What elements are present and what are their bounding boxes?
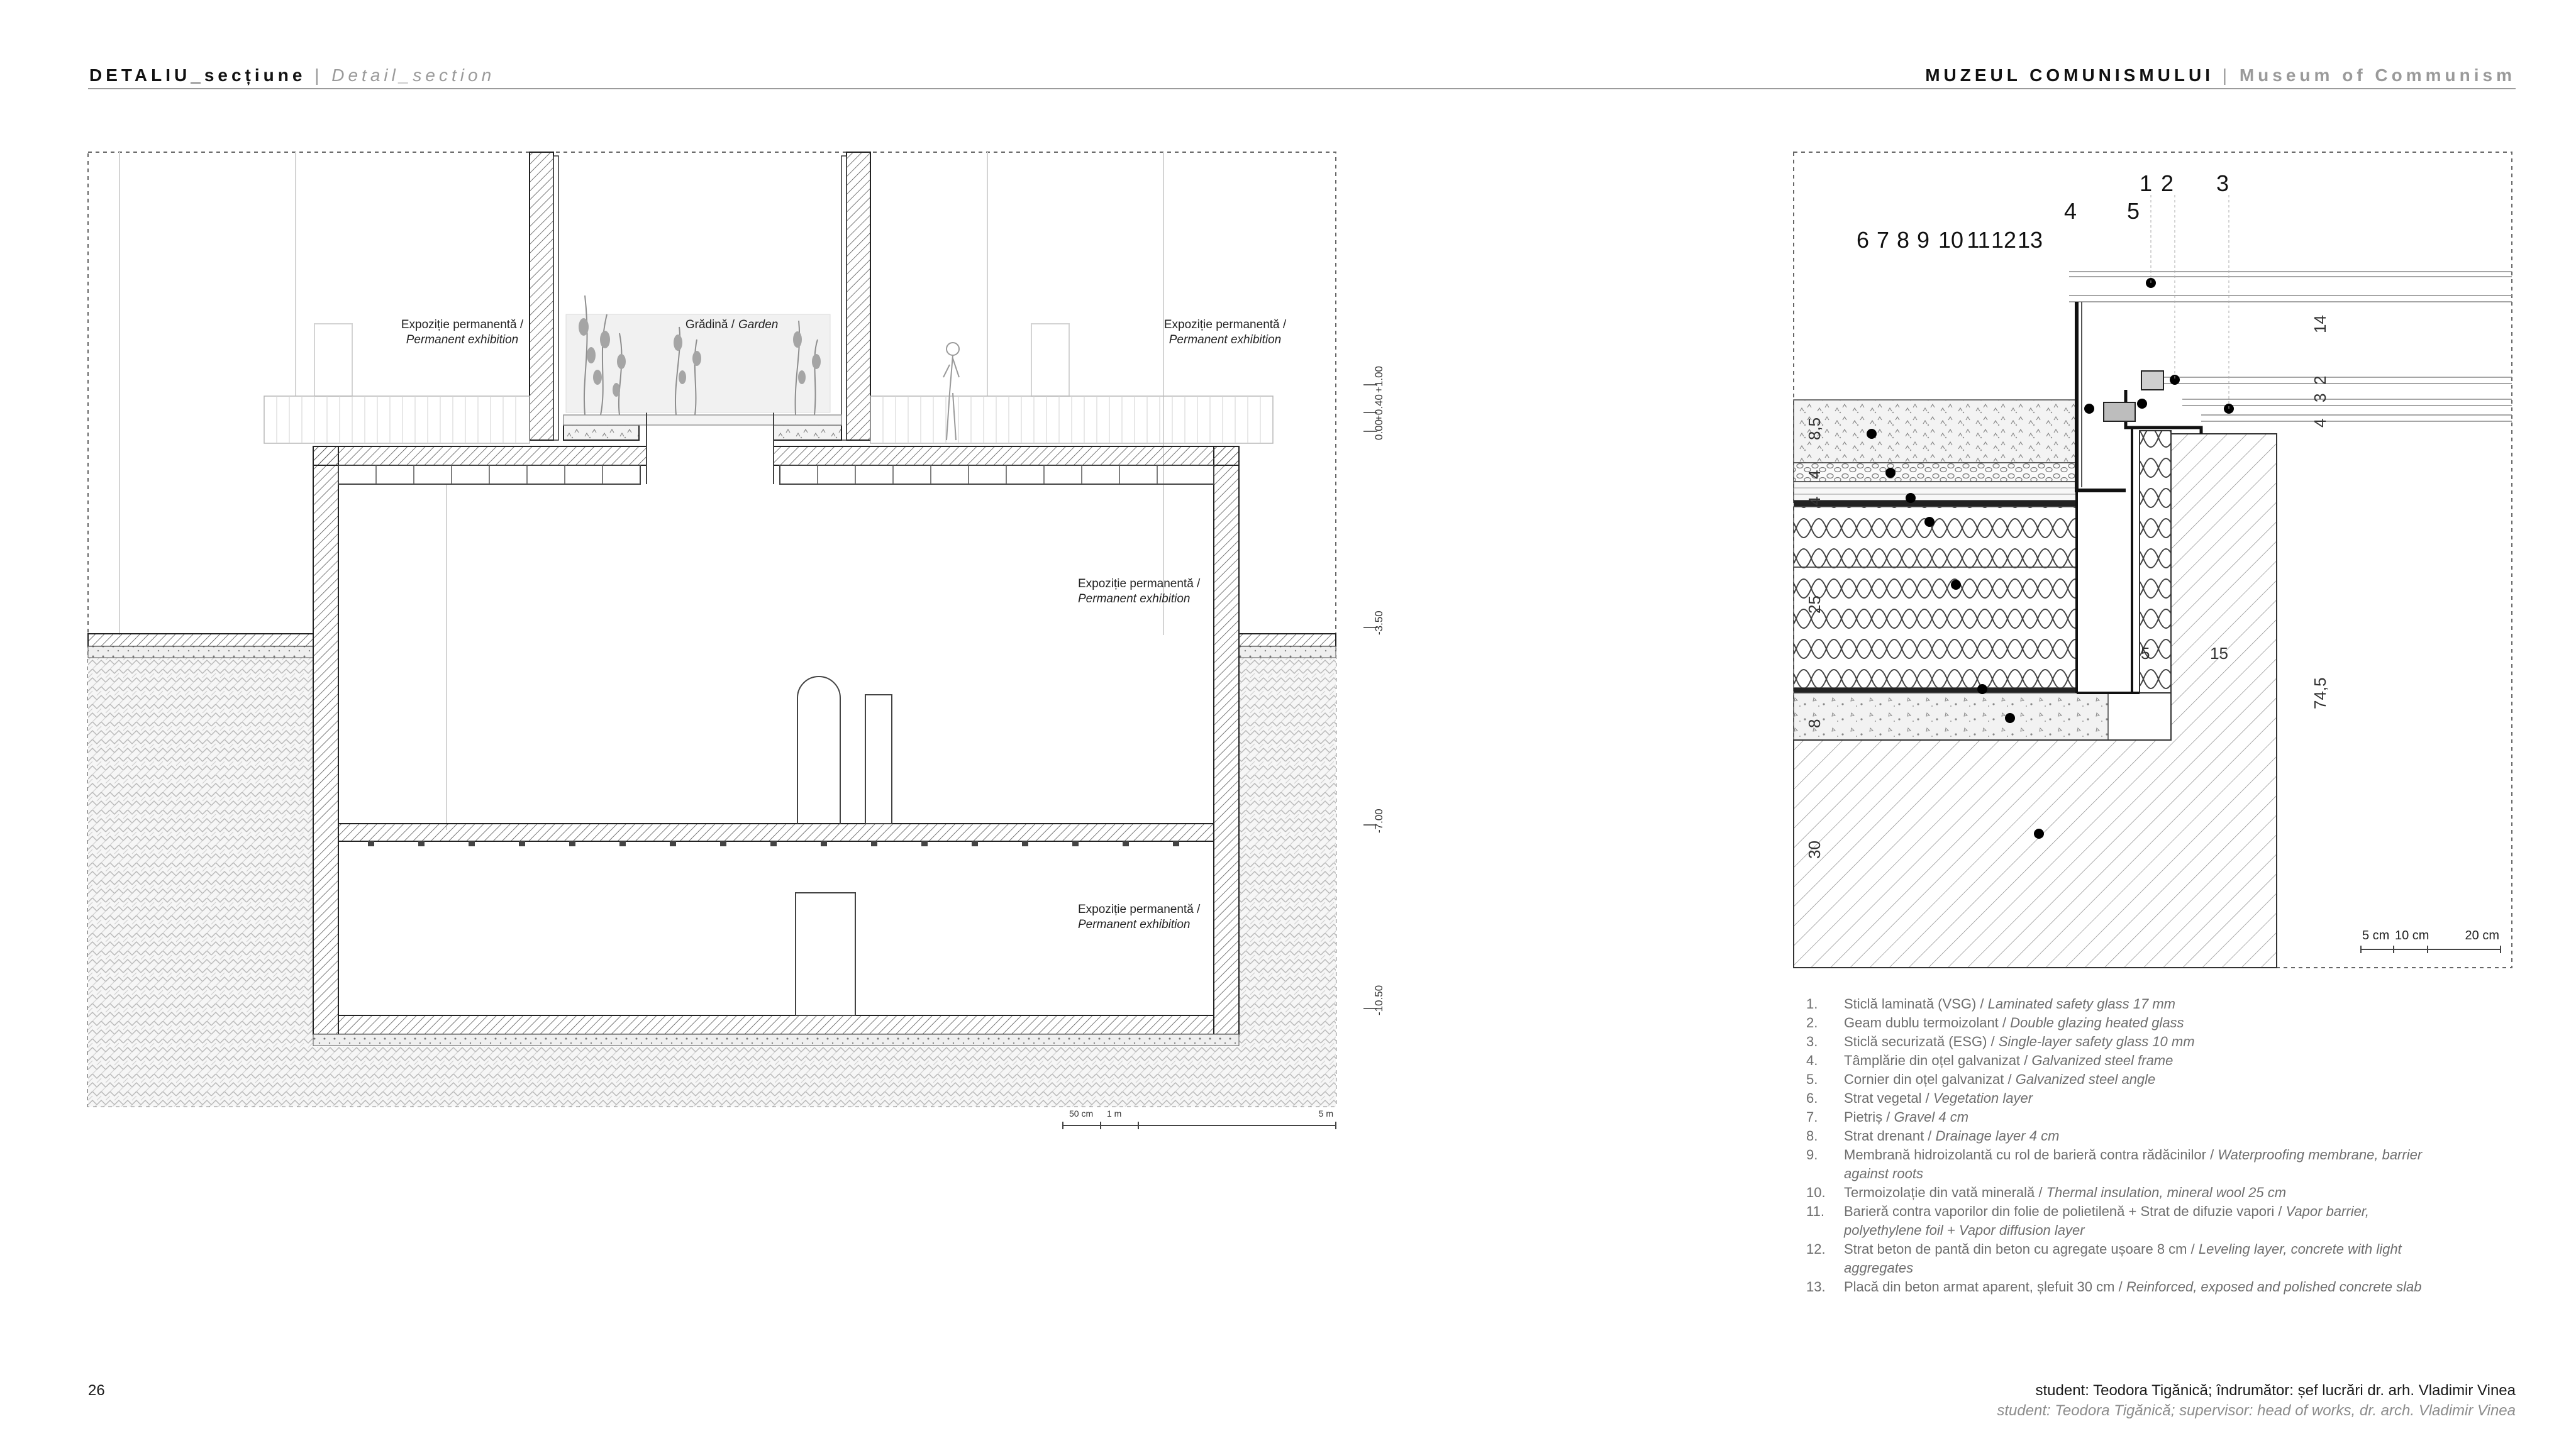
legend-text [1844, 1089, 2435, 1108]
legend-item [1806, 1108, 2435, 1127]
callout-number: 7 [1876, 227, 1890, 253]
callout-number: 1 [2139, 170, 2153, 196]
dimension-label: 8 [1805, 719, 1824, 728]
legend-text-en: Vapor barrier, polyethylene foil + Vapor diffusion layer [1844, 1203, 2370, 1238]
room-label: Expoziție permanentă / [1163, 318, 1287, 331]
legend-item [1806, 995, 2435, 1014]
callout-number: 13 [2017, 227, 2043, 253]
legend-text-en: Gravel 4 cm [1894, 1109, 1969, 1125]
dimension-label: 2 [2311, 375, 2329, 385]
credits-ro: student: Teodora Tigănică; îndrumător: șef lucrări dr. arh. Vladimir Vinea [2035, 1382, 2516, 1399]
building-section [88, 152, 1385, 1129]
detail-scale-bar [2361, 929, 2501, 953]
room-label: Expoziție permanentă / [1078, 903, 1201, 916]
legend-item [1806, 1089, 2435, 1108]
section-title: DETALIU_secțiune [89, 65, 306, 85]
legend-text [1844, 1240, 2435, 1278]
room-label-en: Permanent exhibition [1078, 592, 1191, 605]
legend-number: 2. [1806, 1015, 1818, 1031]
legend-text-en: Vegetation layer [1933, 1090, 2033, 1106]
materials-legend [1806, 995, 2435, 1296]
callout-number: 8 [1896, 227, 1910, 253]
legend-number: 8. [1806, 1128, 1818, 1144]
soil-bottom [313, 1047, 1239, 1107]
scale-label: 5 m [1318, 1108, 1333, 1119]
room-label: Expoziție permanentă / [1078, 577, 1201, 590]
base-slab [338, 1015, 1214, 1034]
dimension-label: 74,5 [2311, 677, 2329, 709]
callout-number: 11 [1967, 227, 1990, 253]
project-title: MUZEUL COMUNISMULUI [1925, 65, 2214, 85]
soil-left [88, 657, 313, 1107]
legend-text-ro: Pietriș / [1844, 1109, 1894, 1125]
wall-right [1214, 446, 1239, 1034]
dimension-label: 8,5 [1805, 417, 1824, 440]
dimension-label: 14 [2311, 315, 2329, 333]
section-subtitle: Detail_section [331, 65, 496, 85]
dimension-label: 4 [1805, 496, 1824, 506]
scale-label: 10 cm [2395, 929, 2429, 942]
legend-text-ro: Strat beton de pantă din beton cu agregate ușoare 8 cm / [1844, 1241, 2199, 1257]
legend-number: 12. [1806, 1241, 1826, 1257]
legend-item [1806, 1278, 2435, 1296]
room-label-en: Garden [738, 318, 779, 331]
dimension-label: 4 [2311, 418, 2329, 428]
roof-slab-right [774, 446, 1239, 465]
dimension-label: 4 [1805, 470, 1824, 479]
garden-wall-right [847, 152, 870, 440]
legend-text [1844, 1032, 2435, 1051]
callout-number: 10 [1938, 227, 1964, 253]
legend-text-ro: Strat vegetal / [1844, 1090, 1933, 1106]
legend-text-ro: Strat drenant / [1844, 1128, 1936, 1144]
legend-number: 4. [1806, 1053, 1818, 1068]
construction-detail [1794, 152, 2512, 968]
scale-label: 5 cm [2362, 929, 2390, 942]
callout-number: 9 [1916, 227, 1930, 253]
legend-text-en: Galvanized steel angle [2015, 1071, 2156, 1087]
legend-text-ro: Barieră contra vaporilor din folie de polietilenă + Strat de difuzie vapori / [1844, 1203, 2286, 1219]
legend-item [1806, 1127, 2435, 1146]
legend-number: 13. [1806, 1279, 1826, 1295]
legend-text-en: Waterproofing membrane, barrier against roots [1844, 1147, 2423, 1181]
legend-number: 7. [1806, 1109, 1818, 1125]
layer-leveling [1794, 693, 2108, 740]
legend-text-ro: Tâmplărie din oțel galvanizat / [1844, 1053, 2032, 1068]
project-subtitle: Museum of Communism [2239, 65, 2516, 85]
layer-vegetation [1794, 400, 2077, 463]
callout-number: 3 [2216, 170, 2229, 196]
legend-text [1844, 1070, 2435, 1089]
legend-text-ro: Cornier din oțel galvanizat / [1844, 1071, 2016, 1087]
legend-text-ro: Placă din beton armat aparent, șlefuit 30 cm / [1844, 1279, 2126, 1295]
title-separator: | [314, 65, 323, 85]
dimension-label: 15 [2210, 644, 2228, 663]
layer-drainage [1794, 482, 2077, 500]
legend-text [1844, 1014, 2435, 1032]
layer-gravel [1794, 463, 2077, 482]
room-label-en: Permanent exhibition [406, 333, 519, 346]
legend-number: 6. [1806, 1090, 1818, 1106]
section-scale-bar [1063, 1108, 1336, 1129]
legend-text-en: Drainage layer 4 cm [1935, 1128, 2060, 1144]
callout-number: 2 [2160, 170, 2174, 196]
callout-number: 4 [2063, 198, 2077, 224]
legend-number: 9. [1806, 1147, 1818, 1163]
level-marker: +0.40 [1373, 394, 1385, 421]
legend-text [1844, 1202, 2435, 1240]
legend-item [1806, 1183, 2435, 1202]
layer-insulation-top [1794, 507, 2077, 567]
legend-text-ro: Sticlă laminată (VSG) / [1844, 996, 1988, 1012]
layer-membrane [1794, 500, 2077, 507]
legend-text [1844, 1183, 2435, 1202]
level-marker: -7.00 [1373, 809, 1385, 833]
level-markers [1363, 366, 1385, 1015]
legend-text-en: Galvanized steel frame [2031, 1053, 2174, 1068]
legend-item [1806, 1032, 2435, 1051]
level-marker: +1.00 [1373, 365, 1385, 393]
arch-opening [797, 677, 840, 824]
legend-text-en: Thermal insulation, mineral wool 25 cm [2046, 1185, 2287, 1200]
legend-text [1844, 1127, 2435, 1146]
legend-item [1806, 1146, 2435, 1183]
dimension-label: 30 [1805, 841, 1824, 859]
level-marker: -3.50 [1373, 611, 1385, 635]
legend-text-en: Double glazing heated glass [2010, 1015, 2184, 1031]
legend-text-en: Leveling layer, concrete with light aggregates [1844, 1241, 2402, 1276]
scale-label: 50 cm [1069, 1108, 1094, 1119]
legend-text [1844, 1051, 2435, 1070]
legend-item [1806, 1070, 2435, 1089]
level-marker: 0.00 [1373, 419, 1385, 440]
page-number: 26 [88, 1382, 105, 1399]
legend-item [1806, 1014, 2435, 1032]
legend-number: 5. [1806, 1071, 1818, 1087]
legend-text [1844, 1278, 2435, 1296]
dimension-label: 3 [2311, 393, 2329, 402]
intermediate-slab [338, 824, 1214, 841]
room-label: Expoziție permanentă / [401, 318, 524, 331]
dimension-label: 25 [1805, 595, 1824, 614]
callout-number: 5 [2126, 198, 2140, 224]
legend-text-en: Reinforced, exposed and polished concrete slab [2126, 1279, 2422, 1295]
legend-text [1844, 1108, 2435, 1127]
level-marker: -10.50 [1373, 985, 1385, 1015]
legend-text-en: Single-layer safety glass 10 mm [1998, 1034, 2195, 1049]
legend-text [1844, 1146, 2435, 1183]
garden-wall-left [530, 152, 553, 440]
legend-number: 1. [1806, 996, 1818, 1012]
room-label-en: Permanent exhibition [1169, 333, 1282, 346]
callout-number: 12 [1990, 227, 2017, 253]
room-label: Grădină / [685, 318, 735, 331]
legend-number: 10. [1806, 1185, 1826, 1200]
legend-text-ro: Membrană hidroizolantă cu rol de barieră contra rădăcinilor / [1844, 1147, 2218, 1163]
soil-right [1239, 657, 1336, 1107]
legend-item [1806, 1240, 2435, 1278]
legend-number: 11. [1806, 1203, 1824, 1219]
legend-text [1844, 995, 2435, 1014]
wall-left [313, 446, 338, 1034]
dimension-label: 5 [2141, 644, 2150, 663]
legend-text-ro: Sticlă securizată (ESG) / [1844, 1034, 1999, 1049]
scale-label: 20 cm [2465, 929, 2499, 942]
legend-text-en: Laminated safety glass 17 mm [1987, 996, 2176, 1012]
room-label-en: Permanent exhibition [1078, 918, 1191, 931]
callout-number: 6 [1856, 227, 1870, 253]
legend-item [1806, 1051, 2435, 1070]
legend-text-ro: Termoizolație din vată minerală / [1844, 1185, 2046, 1200]
layer-insulation [1794, 567, 2077, 688]
credits-en: student: Teodora Tigănică; supervisor: head of works, dr. arch. Vladimir Vinea [1997, 1402, 2516, 1419]
legend-text-ro: Geam dublu termoizolant / [1844, 1015, 2011, 1031]
legend-number: 3. [1806, 1034, 1818, 1049]
roof-slab-left [313, 446, 647, 465]
legend-item [1806, 1202, 2435, 1240]
title-separator: | [2222, 65, 2231, 85]
scale-label: 1 m [1107, 1108, 1122, 1119]
door-opening [796, 893, 855, 1015]
layer-vapor-barrier [1794, 688, 2077, 693]
